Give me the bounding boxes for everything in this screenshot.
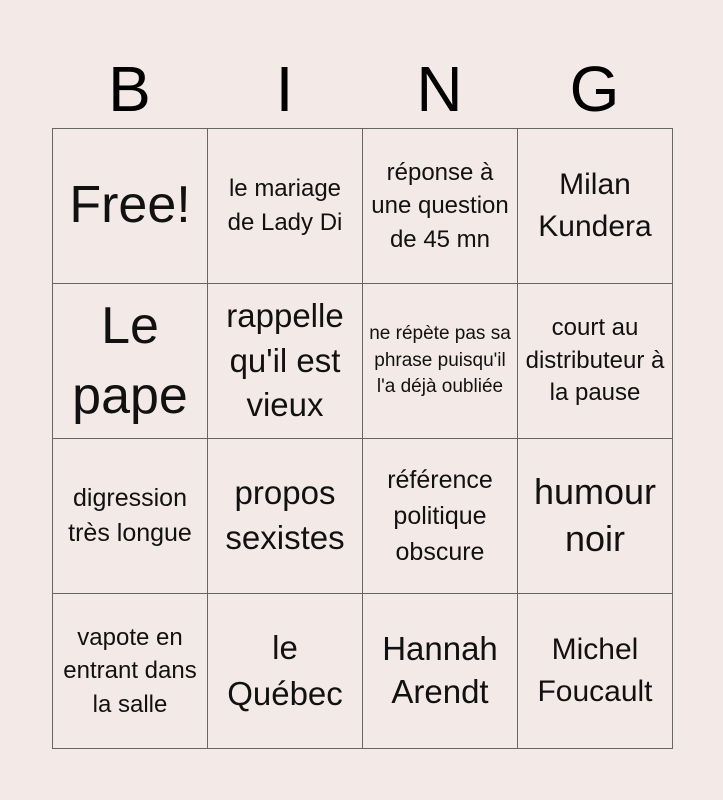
bingo-cell[interactable] xyxy=(52,438,208,594)
cell-label: Free! xyxy=(69,176,191,235)
cell-label: réponse à une question de 45 mn xyxy=(371,158,509,253)
bingo-cell[interactable] xyxy=(362,593,518,749)
cell-label: rappelle qu'il est vieux xyxy=(226,297,344,424)
bingo-cell[interactable] xyxy=(517,593,673,749)
cell-label: Michel Foucault xyxy=(537,633,653,708)
bingo-cell-free[interactable] xyxy=(52,128,208,284)
bingo-cell[interactable] xyxy=(207,128,363,284)
cell-label: le Québec xyxy=(227,628,343,712)
header-letter-n: N xyxy=(416,53,463,125)
bingo-cell[interactable] xyxy=(362,128,518,284)
header-letter-b: B xyxy=(108,53,151,125)
header-letter-g: G xyxy=(569,53,620,125)
bingo-cell[interactable] xyxy=(517,283,673,439)
bingo-cell[interactable] xyxy=(517,128,673,284)
cell-label: ne répète pas sa phrase puisqu'il l'a déjà oubliée xyxy=(369,323,511,398)
bingo-cell[interactable] xyxy=(52,283,208,439)
cell-label: court au distributeur à la pause xyxy=(525,314,665,407)
cell-label: Le pape xyxy=(72,296,188,425)
bingo-cell[interactable] xyxy=(362,283,518,439)
cell-label: le mariage de Lady Di xyxy=(227,175,343,236)
cell-label: référence politique obscure xyxy=(387,465,493,567)
bingo-cell[interactable] xyxy=(207,283,363,439)
cell-label: humour noir xyxy=(533,471,657,559)
bingo-cell[interactable] xyxy=(52,593,208,749)
cell-label: propos sexistes xyxy=(225,474,345,556)
bingo-cell[interactable] xyxy=(207,438,363,594)
cell-label: Hannah Arendt xyxy=(382,630,498,710)
bingo-header xyxy=(52,50,672,128)
cell-label: Milan Kundera xyxy=(538,168,652,243)
bingo-cell[interactable] xyxy=(362,438,518,594)
bingo-grid xyxy=(52,128,672,748)
header-letter-i: I xyxy=(275,53,294,125)
bingo-cell[interactable] xyxy=(517,438,673,594)
cell-label: digression très longue xyxy=(68,484,192,547)
bingo-cell[interactable] xyxy=(207,593,363,749)
cell-label: vapote en entrant dans la salle xyxy=(63,623,197,718)
